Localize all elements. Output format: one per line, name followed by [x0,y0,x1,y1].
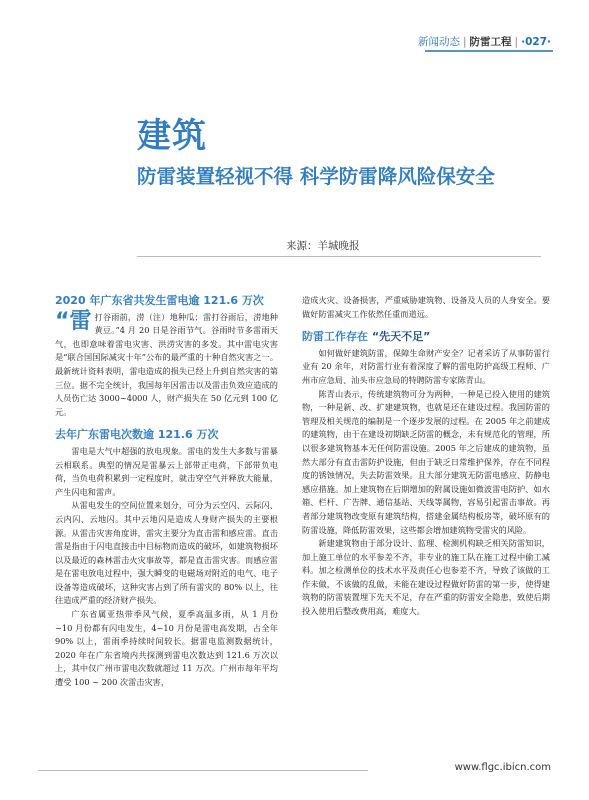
page-number: ·027· [521,36,551,48]
section-heading: 去年广东雷电次数逾 121.6 万次 [55,428,219,442]
paragraph: 如何做好建筑防雷，保障生命财产安全？记者采访了从事防雷行业有 20 余年，对防雷行业有着深度了解的雷电防护高级工程师、广州市应急局、汕头市应急局的特聘防雷专家陈青山。 [302,347,550,385]
paragraph [55,308,278,420]
right-column [302,294,550,619]
article-source: 来源：羊城晚报 [286,240,360,252]
footer-url[interactable]: www.flgc.ibicn.com [454,762,551,773]
footer-rule [38,770,368,771]
divider [137,256,541,257]
paragraph: 广东省属亚热带季风气候，夏季高温多雨，从 1 月份~10 月份都有闪电发生，4~10 月份是雷电高发期，占全年 90% 以上，雷雨季持续时间较长。据雷电监测数据统计，2020 年在广东省境内共探测到雷电次数达到 121.6 万次以上，其中仅广州市雷电次数就超过 11 万次。广州市每年平均遭受 100 ~ 200 次雷击灾害， [55,609,278,688]
section-label: 新闻动态 [418,36,460,48]
page-header [418,34,551,49]
section-heading [302,330,550,344]
article-subtitle: 防雷装置轻视不得 科学防雷降风险保安全 [137,165,495,188]
paragraph: 雷电是大气中超强的放电现象。雷电的发生大多数与雷暴云相联系。典型的情况是雷暴云上部带正电荷，下部带负电荷，当负电荷积累到一定程度时，就击穿空气并释放大能量，产生闪电和雷声。 [55,445,278,497]
paragraph: 造成火灾、设备损害，严重威胁建筑物、设备及人员的人身安全。要做好防雷减灾工作依然任重而道远。 [302,295,550,319]
left-column [55,294,278,690]
heading-highlight: “先天不足” [371,330,431,344]
paragraph-text: 打谷雨前，涝（注）地种瓜；雷打谷雨后，涝地种黄豆。”4 月 20 日是谷雨节气。谷雨时节多雷雨天气，也即意味着雷电灾害、洪涝灾害的多发。其中雷电灾害是“联合国国际减灾十年”公布的最严重的十种自然灾害之一。最新统计资料表明，雷电造成的损失已经上升到自然灾害的第三位。据不完全统计，我国每年因雷击以及雷击负效应造成的人员伤亡达 3000~4000 人，财产损失在 50 亿元到 100 亿元。 [55,311,278,417]
category-label: 防雷工程 [469,36,512,48]
heading-text: 防雷工作存在 [302,330,368,344]
article-title: 建筑 [137,116,207,156]
header-separator-2: | [514,36,519,48]
paragraph: 从雷电发生的空间位置来划分，可分为云空闪、云际闪、云内闪、云地闪。其中云地闪是造成人身财产损失的主要根源。从雷击灾害角度讲，雷灾主要分为直击雷和感应雷。直击雷是指由于闪电直接击中目标物而造成的破坏，如建筑物损坏以及最近的森林雷击火灾事故等，都是直击雷灾害。而感应雷是在雷电放电过程中，强大瞬变的电磁场对附近的电气、电子设备等造成破坏，这种灾害占到了所有雷灾的 80% 以上，往往造成严重的经济财产损失。 [55,500,278,606]
header-separator: | [463,36,467,48]
header-rule [425,50,553,52]
paragraph: 新建建筑物由于部分设计、监理、检测机构缺乏相关防雷知识，加上施工单位的水平参差不齐，非专业的施工队在施工过程中偷工减料。加之检测单位的技术水平及责任心也参差不齐，导致了该做的工作未做，不该做的乱做，未能在建设过程做好防雷的第一步，使得建筑物的防雷装置埋下先天不足，存在严重的防雷安全隐患，致使后期投入使用后整改费用高，难度大。 [302,538,550,617]
paragraph: 陈青山表示，传统建筑物可分为两种，一种是已投入使用的建筑物，一种是新、改、扩建建筑物，也就是还在建设过程。我国防雷的管理及相关规范的编制是一个逐步发展的过程。在 2005 年之前建成的建筑物，由于在建设初期缺乏防雷的概念，未有规范化的管理，所以很多建筑物基本无任何防雷设施。2005 年之后建成的建筑物，虽然大部分有直击雷防护设施，但由于缺乏日常维护保养，存在不同程度的锈蚀情况，失去防雷效果。且大部分建筑无防雷电感应、防静电感应措施。加上建筑物在后期增加的附属设施如微波雷电防护、如水箱、栏杆、广告牌、通信基站、天线等属物，容易引起雷击事故。再者部分建筑物改变原有建筑结构，搭建金属结构板房等，破坏原有的防雷设施，降低防雷效果，这些都会增加建筑物受雷灾的风险。 [302,388,550,535]
section-heading: 2020 年广东省共发生雷电逾 121.6 万次 [55,294,264,307]
dropcap: “雷 [55,308,92,334]
